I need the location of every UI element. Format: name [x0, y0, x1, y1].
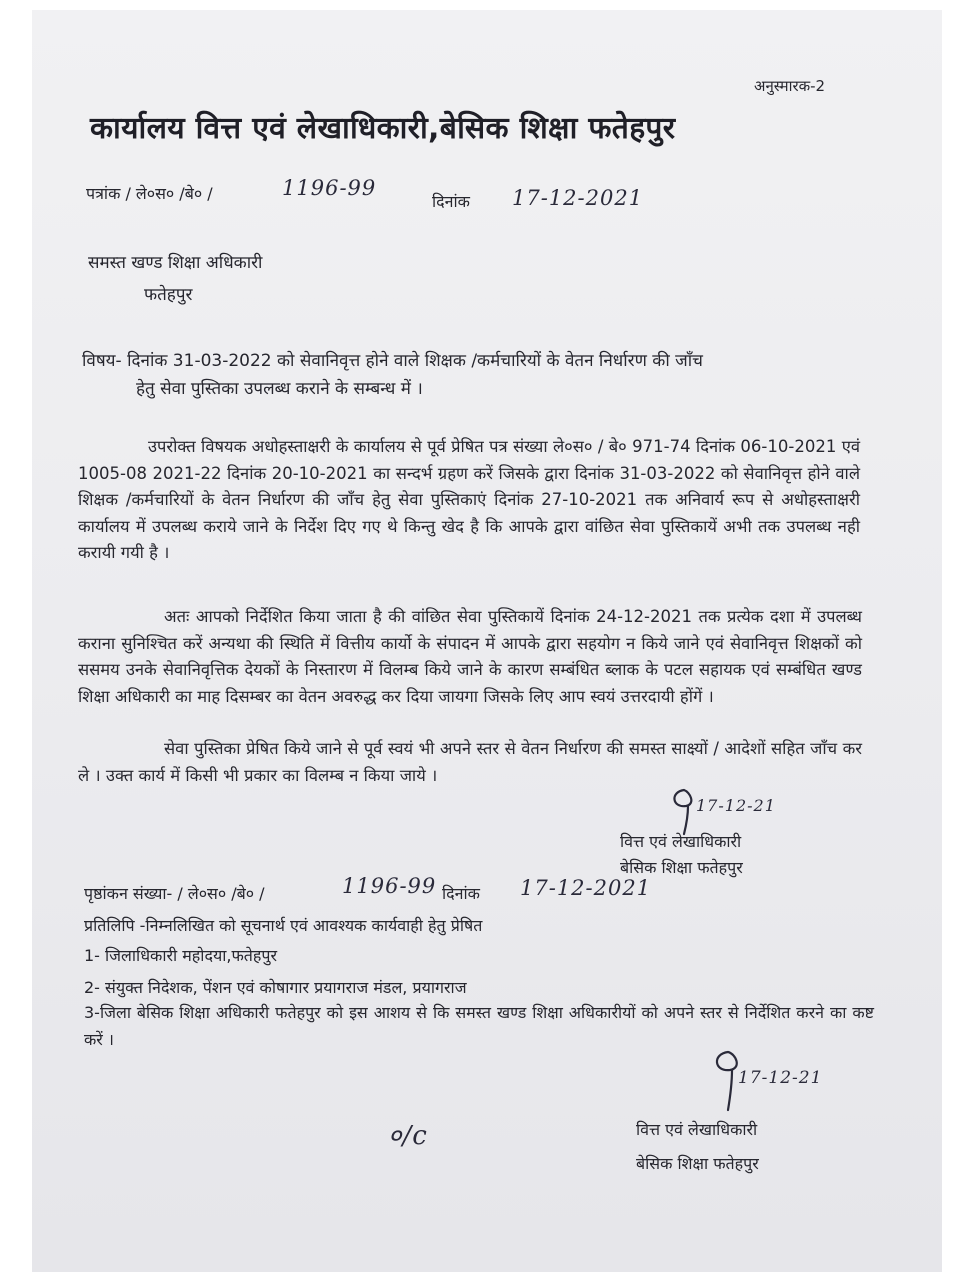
reminder-label: अनुस्मारक-2 — [754, 77, 826, 95]
copy-to-line: प्रतिलिपि -निम्नलिखित को सूचनार्थ एवं आवश्यक कार्यवाही हेतु प्रेषित — [84, 916, 483, 935]
signature-2-designation: वित्त एवं लेखाधिकारी — [636, 1120, 758, 1139]
endorsement-number-handwritten: 1196-99 — [342, 874, 437, 898]
copy-item-1: 1- जिलाधिकारी महोदया,फतेहपुर — [84, 946, 278, 965]
subject-line-1: विषय- दिनांक 31-03-2022 को सेवानिवृत्त होने वाले शिक्षक /कर्मचारियों के वेतन निर्धारण की जाँच — [82, 351, 703, 371]
body-paragraph-1: उपरोक्त विषयक अधोहस्ताक्षरी के कार्यालय से पूर्व प्रेषित पत्र संख्या ले०स० / बे० 971-74 दिनांक 06-10-2021 एवं 1005-08 2021-22 दिनांक 20-10-2021 का सन्दर्भ ग्रहण करें जिसके द्वारा दिनांक 31-03-2022 को सेवानिवृत्त होने वाले शिक्षक /कर्मचारियों के वेतन निर्धारण की जाँच हेतु सेवा पुस्तिकाएं दिनांक 27-10-2021 तक अनिवार्य रूप से अधोहस्ताक्षरी कार्यालय में उपलब्ध कराये जाने के निर्देश दिए गए थे किन्तु खेद है कि आपके द्वारा वांछित सेवा पुस्तिकायें अभी तक उपलब्ध नही करायी गयी है । — [78, 437, 860, 562]
letter-number-handwritten: 1196-99 — [282, 176, 377, 200]
date-label: दिनांक — [432, 192, 470, 211]
signature-1-date-handwritten: 17-12-21 — [696, 796, 776, 815]
signature-2-date-handwritten: 17-12-21 — [738, 1068, 823, 1088]
body-paragraph-2: अतः आपको निर्देशित किया जाता है की वांछित सेवा पुस्तिकायें दिनांक 24-12-2021 तक प्रत्येक दशा में उपलब्ध कराना सुनिश्चित करें अन्यथा की स्थिति में वित्तीय कार्यो के संपादन में आपके द्वारा सहयोग न किये जाने एवं सेवानिवृत्त शिक्षकों को ससमय उनके सेवानिवृत्तिक देयकों के निस्तारण में विलम्ब किये जाने के कारण सम्बंधित ब्लाक के पटल सहायक एवं सम्बंधित खण्ड शिक्षा अधिकारी का माह दिसम्बर का वेतन अवरुद्ध कर दिया जायगा जिसके लिए आप स्वयं उत्तरदायी होंगें । — [78, 607, 862, 706]
addressee-line-1: समस्त खण्ड शिक्षा अधिकारी — [88, 253, 263, 273]
date-handwritten: 17-12-2021 — [512, 186, 644, 210]
signature-1-office: बेसिक शिक्षा फतेहपुर — [620, 858, 743, 877]
office-title: कार्यालय वित्त एवं लेखाधिकारी,बेसिक शिक्षा फतेहपुर — [90, 111, 676, 146]
letter-page — [32, 10, 942, 1272]
letter-number-label: पत्रांक / ले०स० /बे० / — [86, 184, 213, 203]
copy-item-2: 2- संयुक्त निदेशक, पेंशन एवं कोषागार प्रयागराज मंडल, प्रयागराज — [84, 978, 467, 997]
endorsement-label: पृष्ठांकन संख्या- / ले०स० /बे० / — [84, 884, 265, 903]
addressee-line-2: फतेहपुर — [144, 285, 193, 305]
margin-note-handwritten: ०/c — [388, 1121, 428, 1151]
endorsement-date-handwritten: 17-12-2021 — [520, 876, 652, 900]
endorsement-date-label: दिनांक — [442, 884, 480, 903]
signature-2-office: बेसिक शिक्षा फतेहपुर — [636, 1154, 759, 1173]
body-paragraph-3: सेवा पुस्तिका प्रेषित किये जाने से पूर्व स्वयं भी अपने स्तर से वेतन निर्धारण की समस्त साक्ष्यों / आदेशों सहित जाँच कर ले । उक्त कार्य में किसी भी प्रकार का विलम्ब न किया जाये । — [78, 739, 862, 785]
subject-line-2: हेतु सेवा पुस्तिका उपलब्ध कराने के सम्बन्ध में । — [136, 379, 423, 399]
copy-item-3: 3-जिला बेसिक शिक्षा अधिकारी फतेहपुर को इस आशय से कि समस्त खण्ड शिक्षा अधिकारीयों को अपने स्तर से निर्देशित करने का कष्ट करें । — [84, 1003, 874, 1049]
signature-1-designation: वित्त एवं लेखाधिकारी — [620, 832, 742, 851]
